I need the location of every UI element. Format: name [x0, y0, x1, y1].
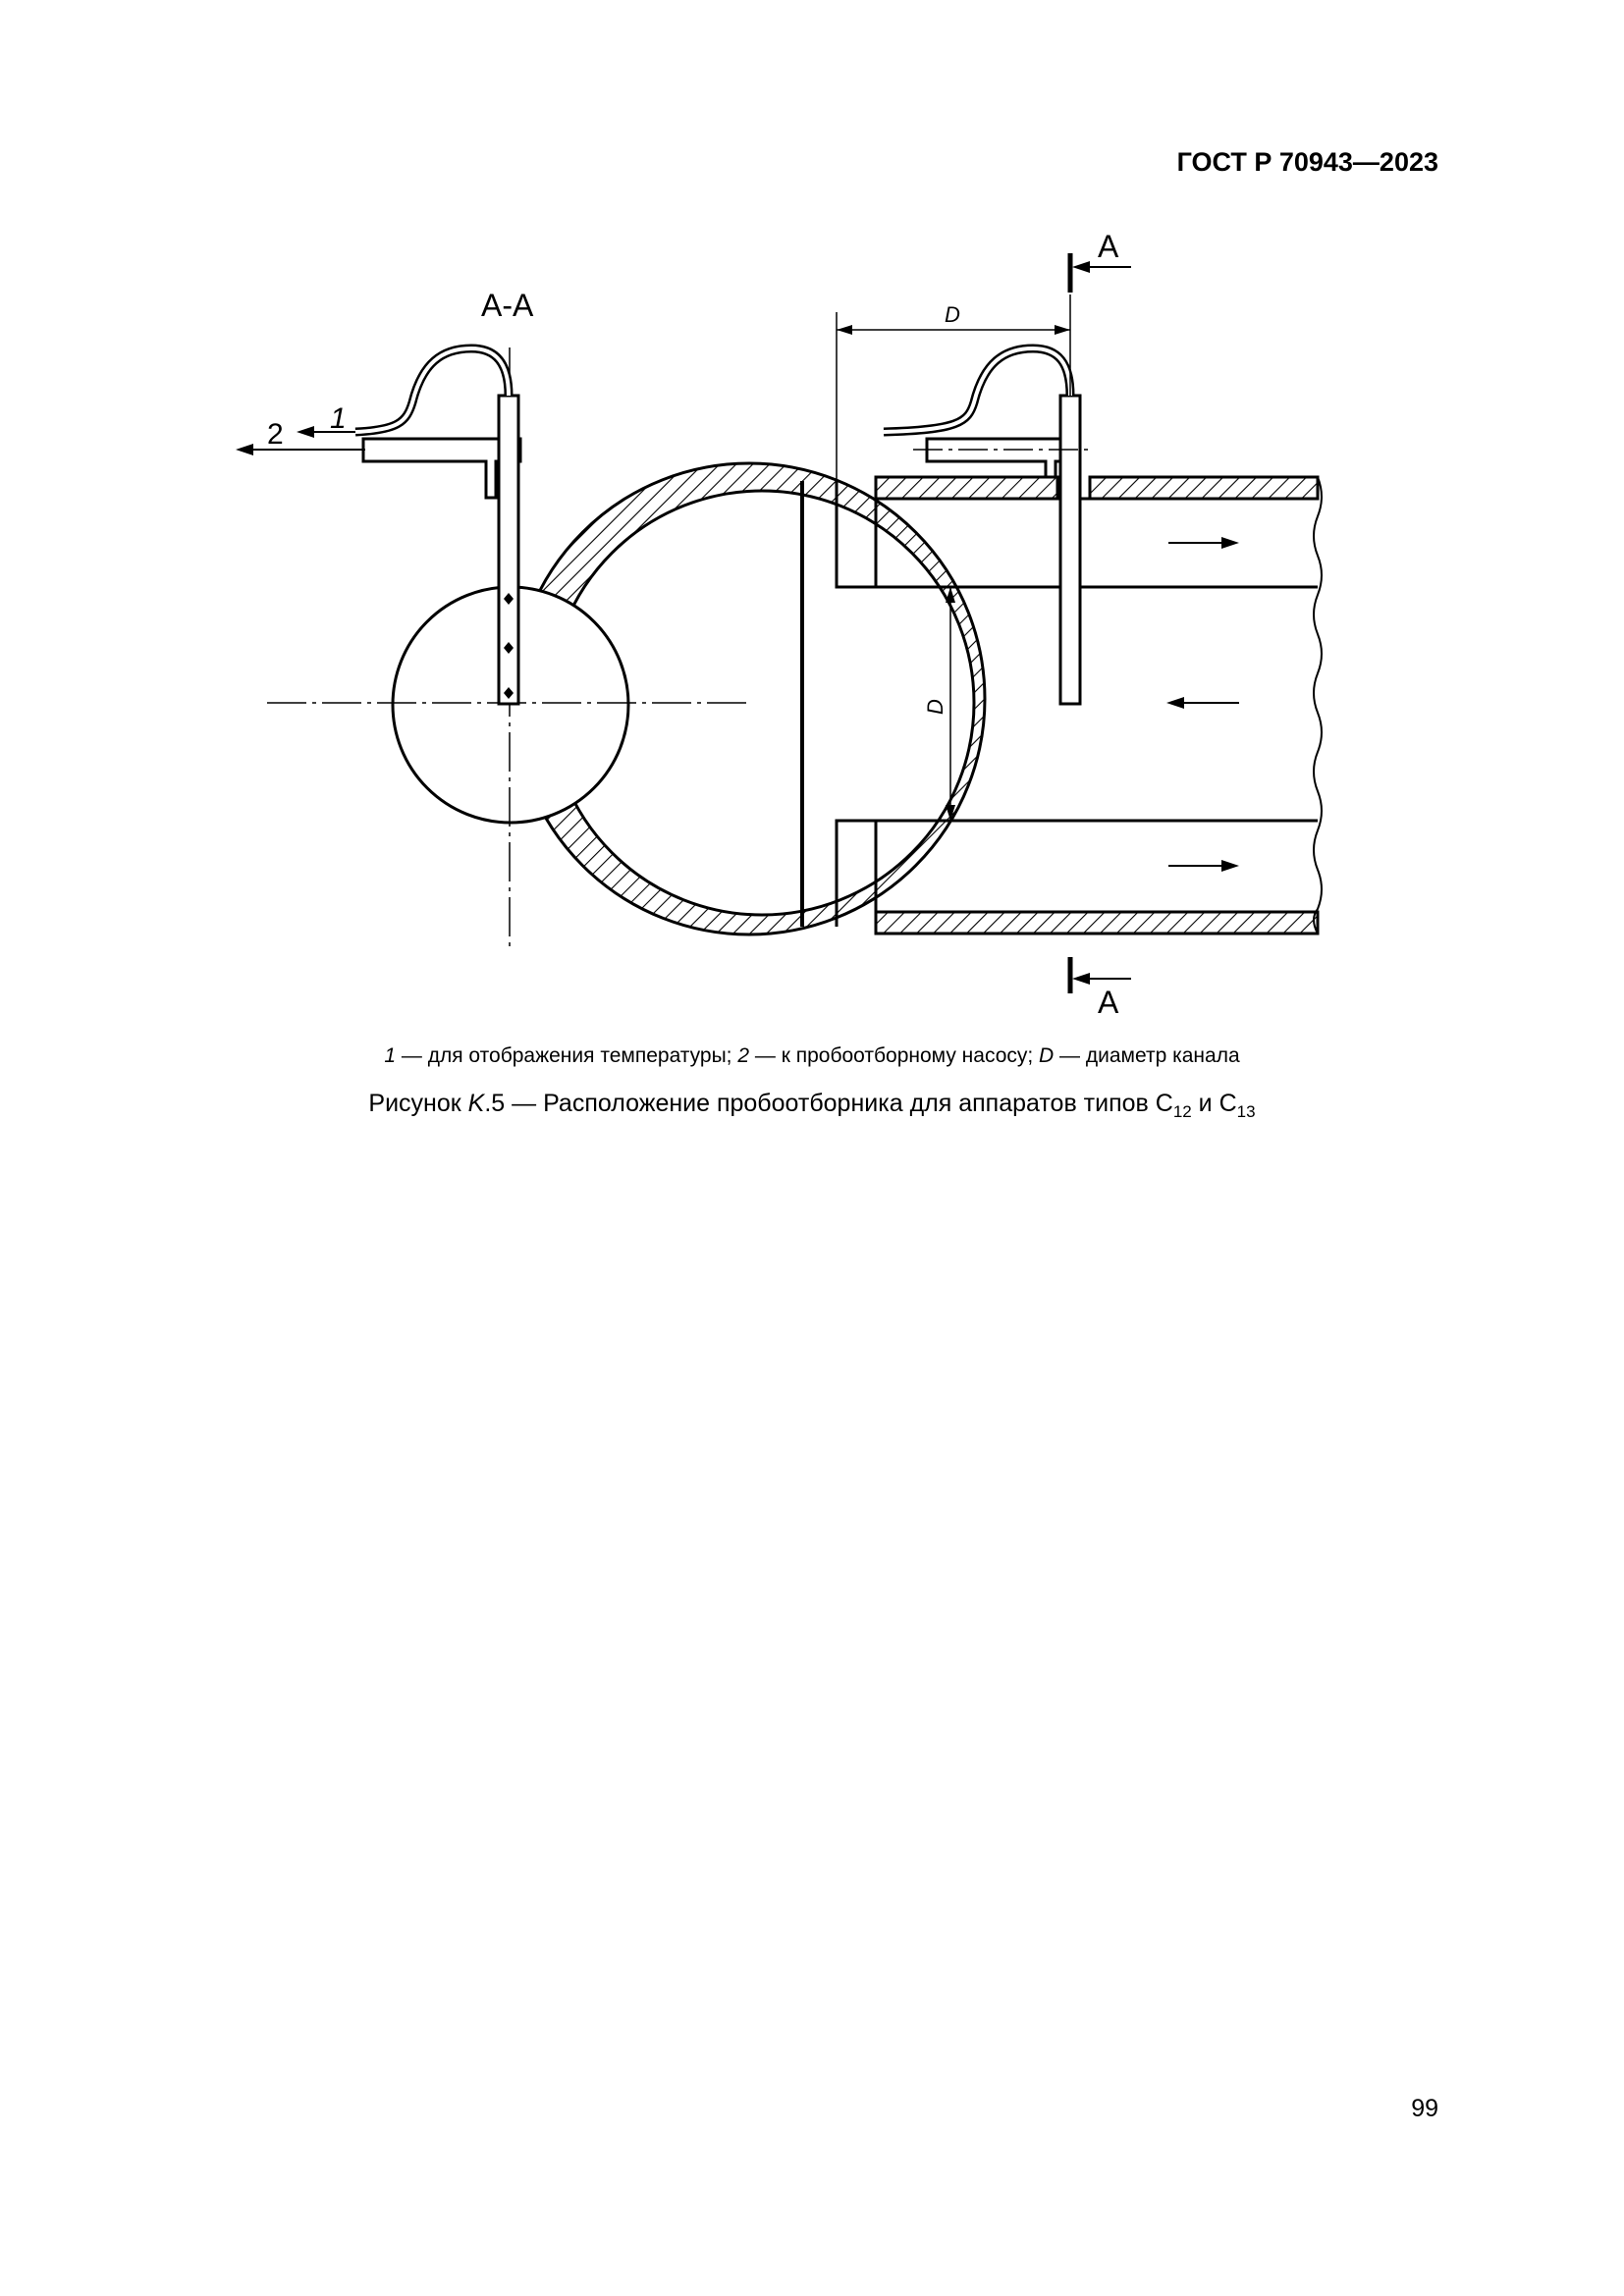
legend-num-2: 2 [737, 1044, 750, 1067]
caption-mid: и С [1191, 1090, 1237, 1117]
legend-num-3: D [1039, 1044, 1055, 1067]
outer-tube-bottom-wall [876, 912, 1318, 934]
cut-label-bottom: А [1098, 985, 1119, 1020]
section-label: А-А [481, 288, 534, 323]
legend-text-2: — к пробоотборному насосу; [749, 1044, 1040, 1067]
outer-tube-top-wall [876, 477, 1057, 499]
dim-label-vertical: D [923, 699, 947, 715]
longitudinal-view [802, 229, 1322, 1020]
legend-text-1: — для отображения температуры; [396, 1044, 738, 1067]
break-line [1314, 477, 1322, 934]
probe-mount [363, 439, 520, 498]
legend-text-3: — диаметр канала [1054, 1044, 1240, 1067]
caption-prefix: Рисунок [368, 1090, 468, 1117]
legend-num-1: 1 [384, 1044, 397, 1067]
caption-num-italic: K [467, 1090, 485, 1117]
dim-label-horizontal: D [945, 302, 960, 327]
document-code: ГОСТ Р 70943—2023 [1176, 147, 1438, 177]
callout-1: 1 [330, 402, 347, 435]
figure-caption [0, 1090, 1624, 1122]
page-number: 99 [1411, 2095, 1438, 2122]
caption-sub-2: 13 [1236, 1102, 1256, 1121]
probe-tube [499, 396, 518, 704]
figure-legend [0, 1044, 1624, 1068]
caption-main: .5 — Расположение пробоотборника для аппаратов типов С [484, 1090, 1173, 1117]
probe-tube-right [1060, 396, 1080, 704]
caption-sub-1: 12 [1172, 1102, 1192, 1121]
probe-mount-right [927, 439, 1080, 477]
section-view-a-a [236, 288, 985, 950]
callout-2: 2 [267, 418, 284, 451]
cut-label-top: А [1098, 229, 1119, 264]
outer-tube-top-wall-right [1090, 477, 1318, 499]
